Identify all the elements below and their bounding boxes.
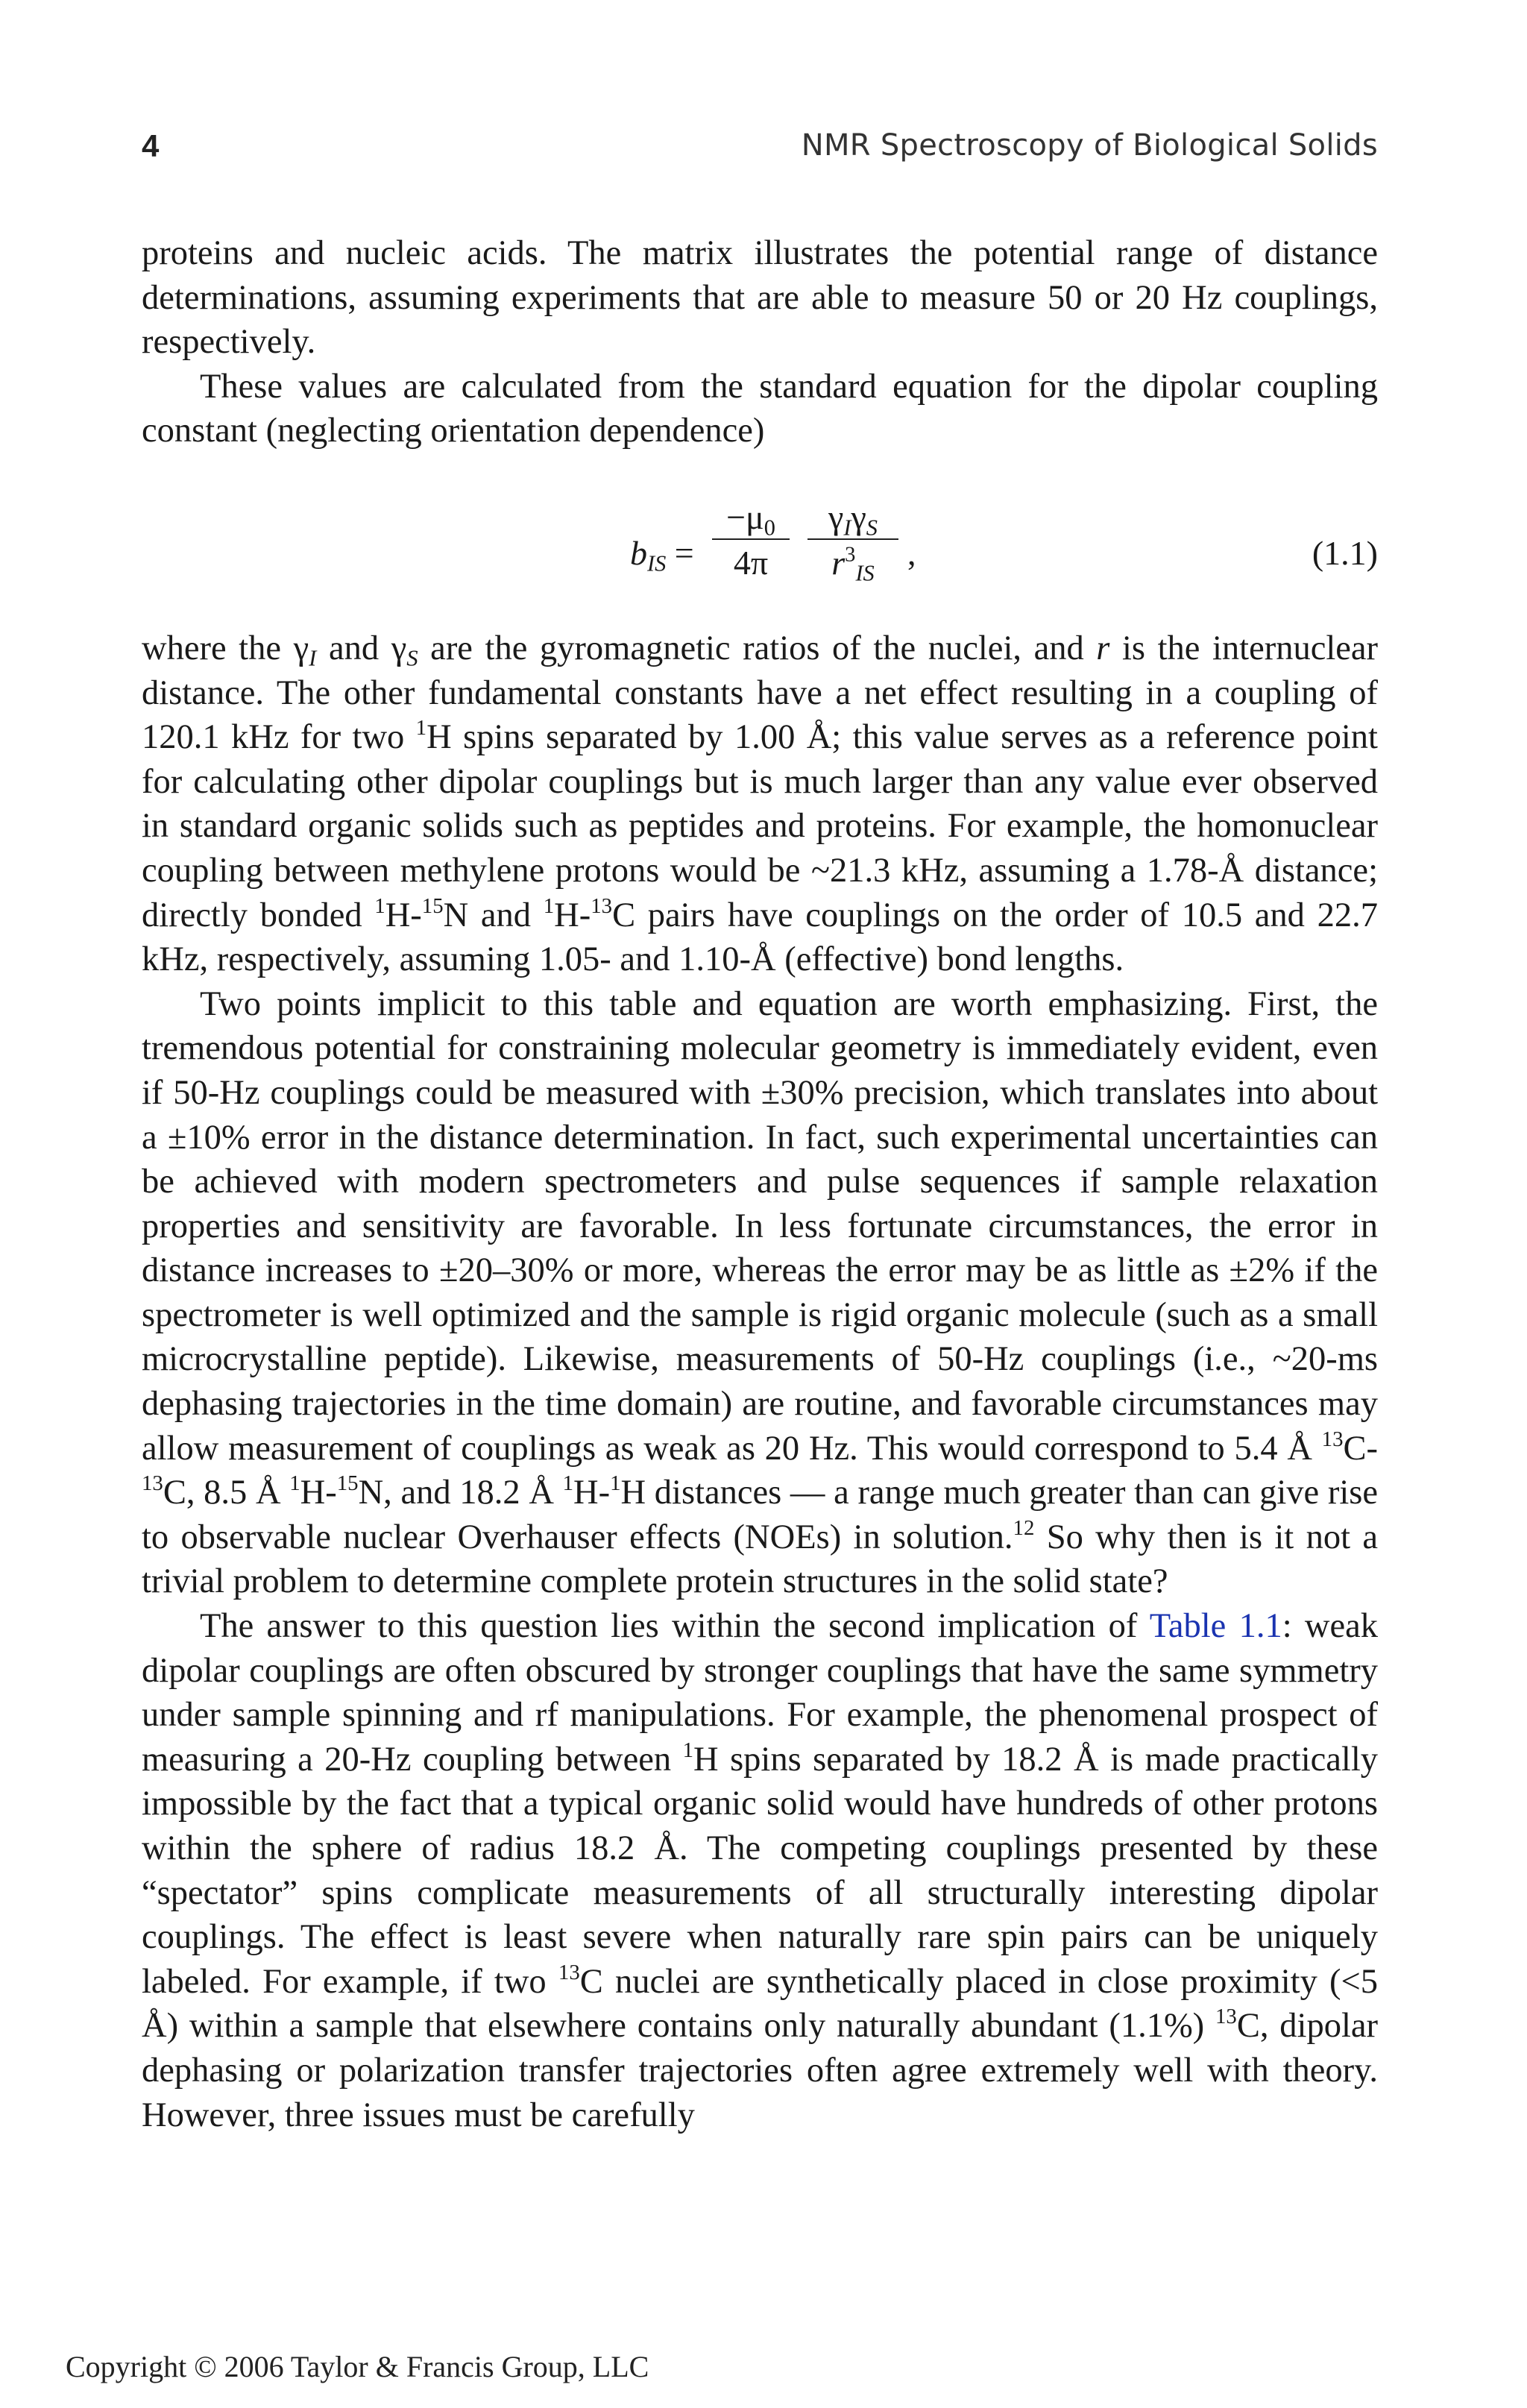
equation-1-1: [142, 453, 1378, 626]
paragraph-2: These values are calculated from the standard equation for the dipolar coupling constant (neglecting orientation dependence): [142, 367, 1378, 450]
page-header: [142, 125, 1378, 177]
running-title: NMR Spectroscopy of Biological Solids: [801, 128, 1378, 163]
paragraph-1: proteins and nucleic acids. The matrix illustrates the potential range of distance determinations, assuming experiments that are able to measure 50 or 20 Hz couplings, respectively.: [142, 234, 1378, 362]
equation-comma: ,: [907, 533, 916, 572]
table-1-1-link[interactable]: Table 1.1: [1149, 1607, 1282, 1646]
lhs-variable: b: [630, 533, 647, 572]
fraction-1-denominator: 4π: [733, 543, 769, 582]
fraction-mu-over-4pi: [712, 497, 790, 586]
fraction-2-denominator: $r^3_{IS}$: [831, 543, 875, 586]
copyright-footer: Copyright © 2006 Taylor & Francis Group, LLC: [66, 2350, 649, 2383]
page-number: 4: [142, 128, 160, 163]
equation-number: (1.1): [1312, 533, 1378, 572]
paragraph-5: The answer to this question lies within the second implication of Table 1.1: weak dipolar couplings are often obscured by stronger couplings that have the same symmetry under sample spinning and rf manipulations. For example, the phenomenal prospect of measuring a 20-Hz coupling between $^1$H spins separated by 18.2 Å is made practically impossible by the fact that a typical organic solid would have hundreds of other protons within the sphere of radius 18.2 Å. The competing couplings presented by these “spectator” spins complicate measurements of all structurally interesting dipolar couplings. The effect is least severe when naturally rare spin pairs can be uniquely labeled. For example, if two $^{13}$C nuclei are synthetically placed in close proximity (<5 Å) within a sample that elsewhere contains only naturally abundant (1.1%) $^{13}$C, dipolar dephasing or polarization transfer trajectories often agree extremely well with theory. However, three issues must be carefully: [142, 1607, 1379, 2134]
fraction-2-numerator: $\gamma_I\gamma_S$: [807, 497, 898, 540]
fraction-1-numerator: $-\mu_0$: [712, 497, 790, 540]
reference-12: 12: [1013, 1515, 1035, 1540]
equation-lhs: [630, 531, 694, 576]
equals-sign: =: [674, 533, 694, 572]
paragraph-3: where the $\gamma_I$ and $\gamma_S$ are the gyromagnetic ratios of the nuclei, and r is the internuclear distance. The other fundamental constants have a net effect resulting in a coupling of 120.1 kHz for two $^1$H spins separated by 1.00 Å; this value serves as a reference point for calculating other dipolar couplings but is much larger than any value ever observed in standard organic solids such as peptides and proteins. For example, the homonuclear coupling between methylene protons would be ~21.3 kHz, assuming a 1.78-Å distance; directly bonded $^1$H-$^{15}$N and $^1$H-$^{13}$C pairs have couplings on the order of 10.5 and 22.7 kHz, respectively, assuming 1.05- and 1.10-Å (effective) bond lengths.: [142, 629, 1379, 979]
body-text: [142, 231, 1378, 2137]
lhs-subscript: IS: [647, 550, 667, 576]
paragraph-4: Two points implicit to this table and equation are worth emphasizing. First, the tremendous potential for constraining molecular geometry is immediately evident, even if 50-Hz couplings could be measured with ±30% precision, which translates into about a ±10% error in the distance determination. In fact, such experimental uncertainties can be achieved with modern spectrometers and pulse sequences if sample relaxation properties and sensitivity are favorable. In less fortunate circumstances, the error in distance increases to ±20–30% or more, whereas the error may be as little as ±2% if the spectrometer is well optimized and the sample is rigid organic molecule (such as a small microcrystalline peptide). Likewise, measurements of 50-Hz couplings (i.e., ~20-ms dephasing trajectories in the time domain) are routine, and favorable circumstances may allow measurement of couplings as weak as 20 Hz. This would correspond to 5.4 Å $^{13}$C-$^{13}$C, 8.5 Å $^1$H-$^{15}$N, and 18.2 Å $^1$H-$^1$H distances — a range much greater than can give rise to observable nuclear Overhauser effects (NOEs) in solution.$^{12}$ So why then is it not a trivial problem to determine complete protein structures in the solid state?: [142, 984, 1378, 1601]
fraction-gamma-over-r3: [807, 497, 898, 586]
